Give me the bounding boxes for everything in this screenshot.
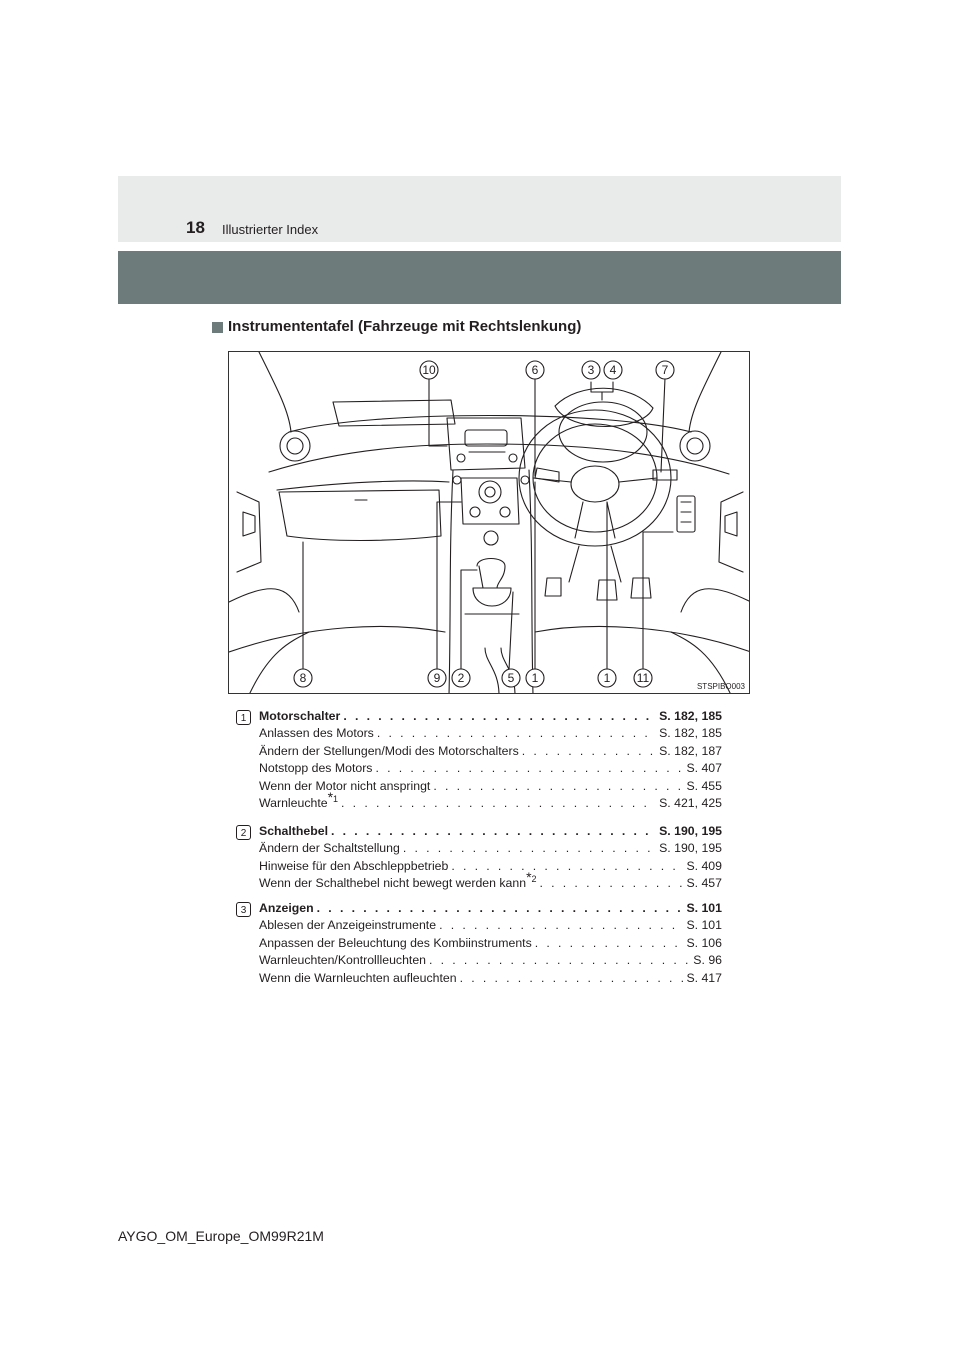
subheading-text: Instrumententafel (Fahrzeuge mit Rechtslenkung) — [228, 318, 582, 335]
page-reference[interactable]: S. 182, 187 — [659, 743, 722, 758]
svg-text:8: 8 — [299, 671, 307, 685]
callout-3 — [582, 361, 600, 379]
entry-sub-line[interactable] — [259, 725, 722, 742]
dot-leader — [331, 823, 656, 840]
entry-label-text: Ändern der Stellungen/Modi des Motorschalters — [259, 743, 519, 758]
page-reference[interactable]: S. 101 — [686, 901, 722, 915]
entry-label-text: Ablesen der Anzeigeinstrumente — [259, 918, 437, 933]
page-reference[interactable]: S. 421, 425 — [659, 796, 722, 810]
entry-number-box: 1 — [236, 710, 251, 725]
callout-1a — [526, 669, 544, 687]
footer-doc-id: AYGO_OM_Europe_OM99R21M — [118, 1228, 324, 1244]
footnote-number: 2 — [531, 874, 537, 885]
svg-text:3: 3 — [587, 363, 595, 377]
dot-leader — [429, 952, 690, 969]
callout-11 — [634, 669, 652, 687]
entry-sub-line[interactable] — [259, 840, 722, 857]
entry-label — [259, 917, 436, 934]
callout-10 — [420, 361, 438, 379]
entry-label-text: Wenn die Warnleuchten aufleuchten — [259, 970, 457, 985]
entry-label-text: Wenn der Motor nicht anspringt — [259, 778, 431, 793]
entry-label-text: Wenn der Schalthebel nicht bewegt werden kann — [259, 876, 527, 891]
entry-sub-line[interactable] — [259, 743, 722, 760]
subheading — [212, 318, 581, 336]
entry-label — [259, 952, 426, 969]
entry-label-text: Warnleuchten/Kontrollleuchten — [259, 953, 427, 968]
entry-label-text: Ändern der Schaltstellung — [259, 841, 400, 856]
entry-label — [259, 743, 519, 760]
page-reference[interactable]: S. 455 — [686, 778, 722, 793]
dot-leader — [403, 840, 656, 857]
svg-text:9: 9 — [433, 671, 441, 685]
dot-leader — [451, 858, 683, 875]
dot-leader — [341, 795, 656, 812]
entry-main-line[interactable] — [259, 708, 722, 725]
svg-text:5: 5 — [507, 671, 515, 685]
footnote-star: * — [526, 869, 532, 886]
entry-label-text: Anpassen der Beleuchtung des Kombiinstruments — [259, 935, 532, 950]
entry-label — [259, 900, 314, 917]
dot-leader — [460, 970, 684, 987]
callout-8 — [294, 669, 312, 687]
entry-sub-line[interactable] — [259, 952, 722, 969]
dot-leader — [317, 900, 684, 917]
entry-main-line[interactable] — [259, 900, 722, 917]
entry-label-text: Schalthebel — [259, 824, 329, 838]
entry-label-text: Anlassen des Motors — [259, 726, 374, 741]
entry-label — [259, 970, 457, 987]
svg-text:4: 4 — [609, 363, 617, 377]
entry-label-text: Warnleuchte — [259, 796, 328, 810]
dot-leader — [433, 778, 683, 795]
entry-sub-line[interactable] — [259, 760, 722, 777]
page-reference[interactable]: S. 106 — [686, 935, 722, 950]
dot-leader — [535, 935, 684, 952]
title-band — [118, 251, 841, 304]
entry-label — [259, 760, 372, 777]
page-reference[interactable]: S. 457 — [686, 876, 722, 891]
page-number: 18 — [186, 218, 205, 237]
entry-label — [259, 708, 340, 725]
page-reference[interactable]: S. 182, 185 — [659, 709, 722, 723]
dot-leader — [377, 725, 656, 742]
callout-markers — [229, 352, 750, 694]
entry-label — [259, 858, 448, 875]
entry-sub-line[interactable] — [259, 869, 722, 892]
dot-leader — [522, 743, 656, 760]
callout-7 — [656, 361, 674, 379]
dot-leader — [540, 875, 684, 892]
dot-leader — [439, 917, 683, 934]
entry-label-text: Notstopp des Motors — [259, 761, 373, 776]
entry-sub-line[interactable] — [259, 917, 722, 934]
section-title: Illustrierter Index — [222, 222, 319, 237]
svg-text:10: 10 — [422, 363, 436, 377]
entry-label-text: Motorschalter — [259, 709, 341, 723]
callout-1b — [598, 669, 616, 687]
footnote-number: 1 — [333, 793, 339, 804]
page-reference[interactable]: S. 407 — [686, 761, 722, 776]
entry-label — [259, 869, 537, 892]
svg-text:1: 1 — [531, 671, 539, 685]
dot-leader — [375, 760, 683, 777]
svg-text:1: 1 — [603, 671, 611, 685]
entry-sub-line[interactable] — [259, 788, 722, 812]
svg-text:7: 7 — [661, 363, 669, 377]
entry-label-text: Hinweise für den Abschleppbetrieb — [259, 858, 449, 873]
entry-label — [259, 788, 339, 812]
square-bullet-icon — [212, 322, 223, 333]
callout-6 — [526, 361, 544, 379]
entry-label — [259, 778, 430, 795]
page-reference[interactable]: S. 190, 195 — [659, 824, 722, 838]
page-reference[interactable]: S. 96 — [693, 953, 722, 968]
dashboard-illustration — [228, 351, 750, 694]
figure-code: STSPIBO003 — [696, 682, 745, 691]
entry-sub-line[interactable] — [259, 858, 722, 875]
page-reference[interactable]: S. 182, 185 — [659, 726, 722, 741]
entry-label — [259, 725, 374, 742]
entry-label — [259, 935, 532, 952]
entry-label — [259, 840, 400, 857]
page-reference[interactable]: S. 190, 195 — [659, 841, 722, 856]
page-reference[interactable]: S. 101 — [686, 918, 722, 933]
entry-main-line[interactable] — [259, 823, 722, 840]
svg-text:2: 2 — [457, 671, 465, 685]
callout-4 — [604, 361, 622, 379]
callout-2 — [452, 669, 470, 687]
entry-label-text: Anzeigen — [259, 901, 314, 915]
callout-9 — [428, 669, 446, 687]
svg-text:11: 11 — [636, 671, 650, 685]
callout-5 — [502, 669, 520, 687]
entry-number-box: 3 — [236, 902, 251, 917]
entry-number-box: 2 — [236, 825, 251, 840]
page-reference[interactable]: S. 417 — [686, 970, 722, 985]
dot-leader — [343, 708, 656, 725]
entry-sub-line[interactable] — [259, 970, 722, 987]
entry-sub-line[interactable] — [259, 935, 722, 952]
svg-text:6: 6 — [531, 363, 539, 377]
page-reference[interactable]: S. 409 — [686, 858, 722, 873]
footnote-star: * — [327, 788, 334, 805]
entry-label — [259, 823, 328, 840]
